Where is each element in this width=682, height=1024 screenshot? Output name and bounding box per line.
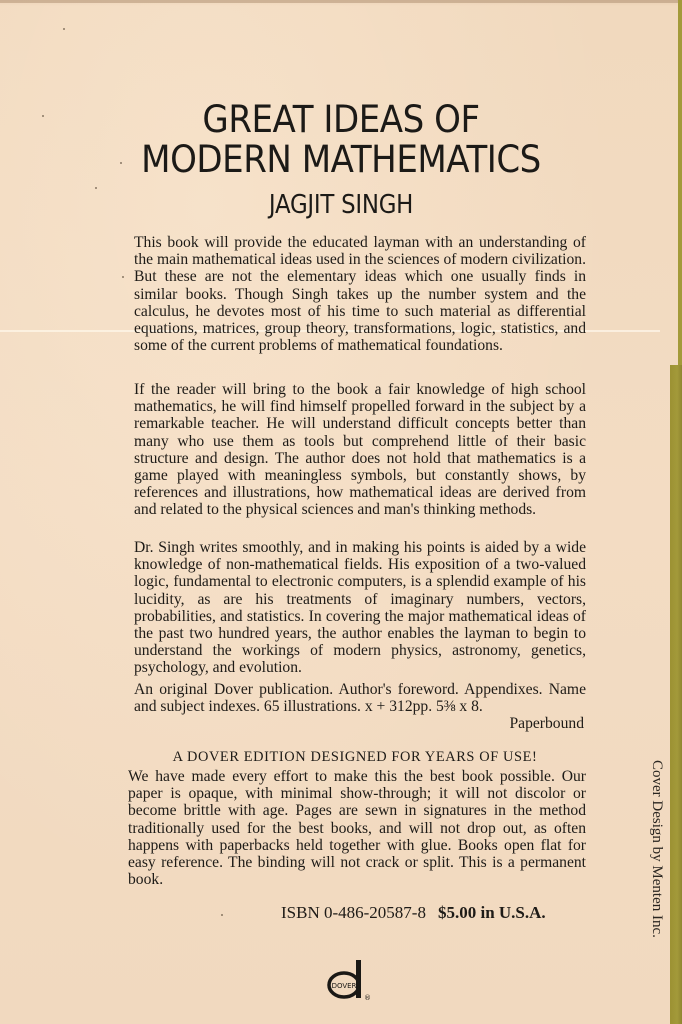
paper-speck bbox=[221, 914, 223, 916]
dover-notice-body: We have made every effort to make this the best book possible. Our paper is opaque, with minimal show-through; it will not discolor or become brittle with age. Pages are sewn in signatures in the method traditionally used for the best books, and will not drop out, as often happens with paperbacks held together with glue. Books open flat for easy reference. The binding will not crack or split. This is a permanent book. bbox=[128, 768, 586, 889]
registered-mark: ® bbox=[364, 994, 371, 1002]
cover-design-credit: Cover Design by Menten Inc. bbox=[649, 760, 665, 938]
publication-details: An original Dover publication. Author's foreword. Appendixes. Name and subject indexes. 65 illustrations. x + 312pp. 5⅜ x 8. bbox=[134, 681, 586, 716]
description-paragraph-3: Dr. Singh writes smoothly, and in making his points is aided by a wide knowledge of non-mathematical fields. His exposition of a two-valued logic, fundamental to electronic computers, is a splendid example of his lucidity, as are his treatments of imaginary numbers, vectors, probabilities, and statistics. In covering the major mathematical ideas of the past two hundred years, the author enables the layman to begin to understand the workings of modern physics, astronomy, genetics, psychology, and evolution. bbox=[134, 539, 586, 677]
top-edge bbox=[0, 0, 682, 3]
dover-notice-heading: A DOVER EDITION DESIGNED FOR YEARS OF USE! bbox=[172, 749, 538, 765]
spine-edge-strip-lower bbox=[670, 365, 682, 1024]
spine-edge-strip bbox=[678, 0, 682, 365]
paper-speck bbox=[122, 276, 124, 278]
description-paragraph-1: This book will provide the educated layman with an understanding of the main mathematical ideas used in the sciences of modern civilization. But these are not the elementary ideas which one usually finds in similar books. Though Singh takes up the number system and the calculus, he devotes most of his time to such material as differential equations, matrices, group theory, transformations, logic, statistics, and some of the current problems of mathematical foundations. bbox=[134, 234, 586, 355]
dover-logo-text: DOVER bbox=[331, 982, 357, 990]
author-name: JAGJIT SINGH bbox=[268, 190, 414, 220]
isbn: ISBN 0-486-20587-8 bbox=[281, 903, 426, 922]
binding-type: Paperbound bbox=[509, 715, 584, 732]
paper-speck bbox=[95, 187, 97, 189]
book-title-line-1: GREAT IDEAS OF bbox=[202, 98, 480, 141]
book-title-line-2: MODERN MATHEMATICS bbox=[141, 138, 541, 181]
price: $5.00 in U.S.A. bbox=[437, 903, 546, 922]
dover-logo-icon bbox=[327, 958, 387, 1004]
isbn-price-line bbox=[281, 903, 546, 923]
paper-speck bbox=[63, 28, 65, 30]
description-paragraph-2: If the reader will bring to the book a fair knowledge of high school mathematics, he will find himself propelled forward in the subject by a remarkable teacher. He will understand difficult concepts better than many who use them as tools but comprehend little of their basic structure and design. The author does not hold that mathematics is a game played with meaningless symbols, but constantly shows, by references and illustrations, how mathematical ideas are derived from and related to the physical sciences and man's thinking methods. bbox=[134, 381, 586, 519]
